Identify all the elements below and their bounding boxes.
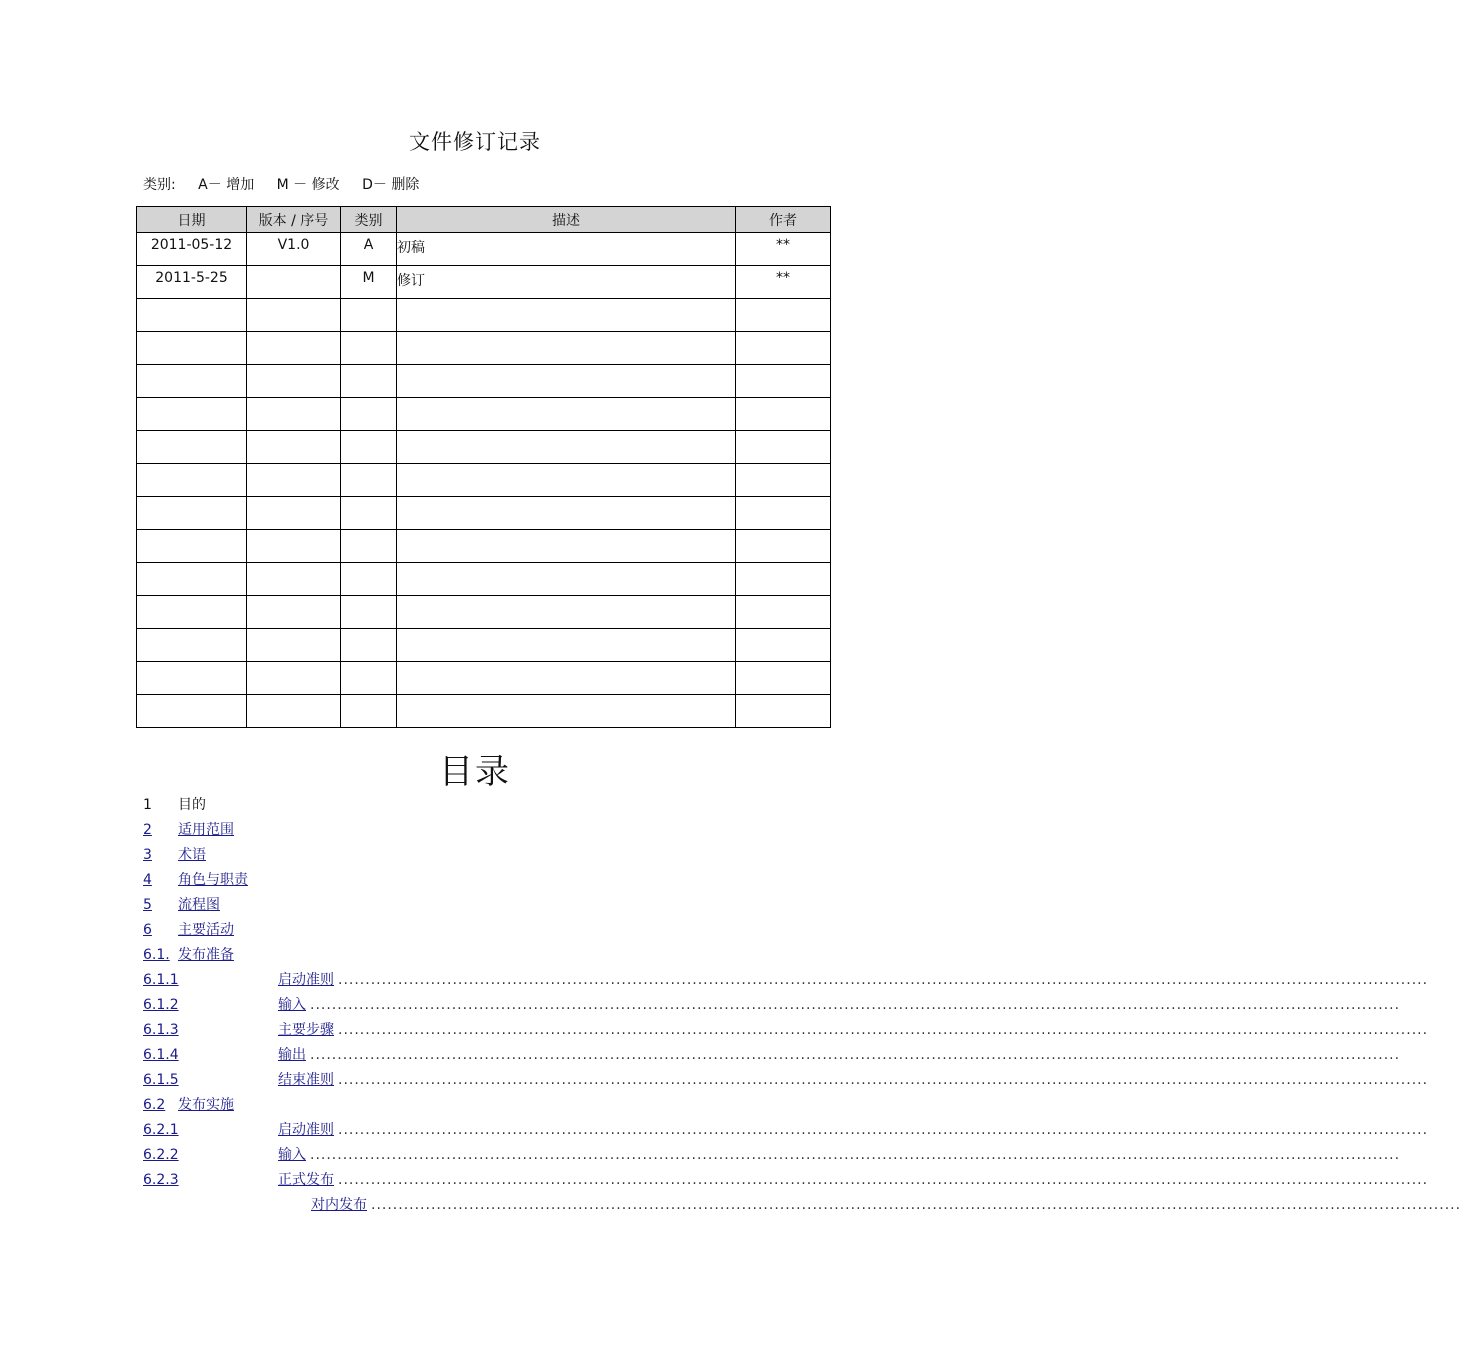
cell-author: ** <box>736 266 831 299</box>
table-row <box>137 365 831 398</box>
legend-item-modify: M － 修改 <box>276 177 340 193</box>
cell-author <box>736 596 831 629</box>
revision-table-header <box>137 207 831 233</box>
cell-author <box>736 365 831 398</box>
cell-category <box>341 563 397 596</box>
toc-entry-label[interactable]: 输入 <box>278 1147 306 1163</box>
table-row <box>137 530 831 563</box>
toc-entry-number[interactable]: 6.1.5 <box>143 1072 179 1088</box>
cell-description <box>397 431 736 464</box>
header-category: 类别 <box>341 207 397 233</box>
cell-date <box>137 497 247 530</box>
toc-entry-label[interactable]: 适用范围 <box>178 822 234 838</box>
table-row <box>137 332 831 365</box>
cell-date <box>137 530 247 563</box>
toc-entry-label[interactable]: 主要活动 <box>178 922 234 938</box>
toc-entry-label[interactable]: 结束准则 <box>278 1072 334 1088</box>
cell-description <box>397 398 736 431</box>
toc-entry[interactable] <box>143 843 798 868</box>
cell-category <box>341 431 397 464</box>
toc-entry[interactable] <box>143 818 798 843</box>
header-version: 版本 / 序号 <box>247 207 341 233</box>
toc-entry[interactable] <box>143 1168 1429 1193</box>
cell-author <box>736 662 831 695</box>
toc-entry-label[interactable]: 主要步骤 <box>278 1022 334 1038</box>
cell-date <box>137 464 247 497</box>
cell-date <box>137 332 247 365</box>
cell-version <box>247 365 341 398</box>
cell-date <box>137 398 247 431</box>
table-row <box>137 431 831 464</box>
toc-entry-label[interactable]: 输出 <box>278 1047 306 1063</box>
cell-version <box>247 530 341 563</box>
toc-entry-label[interactable]: 启动准则 <box>278 1122 334 1138</box>
cell-author <box>736 530 831 563</box>
cell-description <box>397 497 736 530</box>
toc-entry-number[interactable]: 2 <box>143 822 152 838</box>
cell-version <box>247 398 341 431</box>
toc-entry-label[interactable]: 启动准则 <box>278 972 334 988</box>
cell-date <box>137 695 247 728</box>
toc-entry-number[interactable]: 4 <box>143 872 152 888</box>
toc-leader-dots: ........................................................................................................................................................................................................ <box>338 1122 1429 1138</box>
toc-entry[interactable] <box>143 918 798 943</box>
cell-description <box>397 332 736 365</box>
cell-description <box>397 299 736 332</box>
toc-entry-number[interactable]: 6.1. <box>143 947 170 963</box>
cell-version <box>247 431 341 464</box>
legend-label: 类别: <box>143 177 176 193</box>
toc-entry-number[interactable]: 6.2.2 <box>143 1147 179 1163</box>
table-row <box>137 497 831 530</box>
toc-entry-label[interactable]: 发布准备 <box>178 947 234 963</box>
cell-author <box>736 431 831 464</box>
cell-category <box>341 695 397 728</box>
toc-leader-dots: ........................................................................................................................................................................................................ <box>338 1172 1429 1188</box>
toc-entry-number[interactable]: 5 <box>143 897 152 913</box>
table-row <box>137 398 831 431</box>
toc-leader-dots: ........................................................................................................................................................................................................ <box>310 997 1401 1013</box>
cell-version <box>247 497 341 530</box>
toc-entry[interactable] <box>143 1043 1401 1068</box>
toc-entry[interactable] <box>143 943 798 968</box>
cell-author <box>736 563 831 596</box>
table-row <box>137 299 831 332</box>
cell-author <box>736 332 831 365</box>
toc-entry-number[interactable]: 6.1.3 <box>143 1022 179 1038</box>
cell-version <box>247 596 341 629</box>
toc-entry-number[interactable]: 6.2 <box>143 1097 166 1113</box>
cell-author <box>736 695 831 728</box>
cell-category <box>341 596 397 629</box>
toc-entry-number[interactable]: 6.1.4 <box>143 1047 179 1063</box>
cell-category <box>341 299 397 332</box>
cell-date <box>137 299 247 332</box>
cell-date: 2011-05-12 <box>137 233 247 266</box>
toc-entry[interactable] <box>143 968 1429 993</box>
cell-date <box>137 662 247 695</box>
cell-description <box>397 695 736 728</box>
toc-entry-label[interactable]: 术语 <box>178 847 206 863</box>
toc-entry-label[interactable]: 角色与职责 <box>178 872 248 888</box>
cell-category <box>341 332 397 365</box>
table-row <box>137 695 831 728</box>
cell-category <box>341 398 397 431</box>
cell-category <box>341 530 397 563</box>
toc-entry[interactable] <box>143 1143 1401 1168</box>
toc-entry-number[interactable]: 6.2.3 <box>143 1172 179 1188</box>
cell-description: 修订 <box>397 266 736 299</box>
toc-entry[interactable] <box>143 993 1401 1018</box>
table-row <box>137 662 831 695</box>
toc-entry-number[interactable]: 6.2.1 <box>143 1122 179 1138</box>
toc-entry-label[interactable]: 正式发布 <box>278 1172 334 1188</box>
table-row <box>137 464 831 497</box>
cell-description <box>397 596 736 629</box>
cell-author <box>736 464 831 497</box>
cell-version <box>247 266 341 299</box>
toc-entry[interactable] <box>143 1068 1429 1093</box>
header-author: 作者 <box>736 207 831 233</box>
cell-date <box>137 431 247 464</box>
cell-version: V1.0 <box>247 233 341 266</box>
cell-category <box>341 365 397 398</box>
toc-entry[interactable] <box>143 868 798 893</box>
toc-entry[interactable] <box>143 1018 1429 1043</box>
cell-description: 初稿 <box>397 233 736 266</box>
toc-entry-number[interactable]: 6.1.2 <box>143 997 179 1013</box>
cell-date <box>137 563 247 596</box>
toc-entry-number[interactable]: 6.1.1 <box>143 972 179 988</box>
cell-description <box>397 365 736 398</box>
cell-version <box>247 695 341 728</box>
toc-leader-dots: ........................................................................................................................................................................................................ <box>338 1072 1429 1088</box>
table-row <box>137 233 831 266</box>
toc-entry-label[interactable]: 发布实施 <box>178 1097 234 1113</box>
toc-leader-dots: ........................................................................................................................................................................................................ <box>310 1147 1401 1163</box>
cell-description <box>397 563 736 596</box>
legend-item-add: A－ 增加 <box>198 177 255 193</box>
toc-entry-label: 目的 <box>178 797 206 813</box>
toc-entry-number[interactable]: 3 <box>143 847 152 863</box>
toc-leader-dots: ........................................................................................................................................................................................................ <box>371 1197 1461 1213</box>
cell-version <box>247 464 341 497</box>
cell-version <box>247 662 341 695</box>
toc-entry-label[interactable]: 输入 <box>278 997 306 1013</box>
toc-entry-label[interactable]: 流程图 <box>178 897 220 913</box>
category-legend <box>143 174 437 194</box>
toc-entry[interactable] <box>143 893 798 918</box>
table-row <box>137 563 831 596</box>
toc-entry[interactable] <box>143 1118 1429 1143</box>
cell-version <box>247 563 341 596</box>
cell-description <box>397 464 736 497</box>
legend-item-delete: D－ 删除 <box>362 177 420 193</box>
cell-category <box>341 464 397 497</box>
cell-description <box>397 662 736 695</box>
toc-entry[interactable] <box>143 1193 1461 1218</box>
cell-version <box>247 332 341 365</box>
table-row <box>137 629 831 662</box>
toc-entry-number[interactable]: 6 <box>143 922 152 938</box>
cell-author: ** <box>736 233 831 266</box>
cell-author <box>736 299 831 332</box>
cell-category: A <box>341 233 397 266</box>
table-row <box>137 596 831 629</box>
cell-date: 2011-5-25 <box>137 266 247 299</box>
revision-table <box>136 206 831 728</box>
cell-category <box>341 629 397 662</box>
document-title: 文件修订记录 <box>409 130 541 154</box>
toc-entry[interactable] <box>143 1093 798 1118</box>
header-description: 描述 <box>397 207 736 233</box>
cell-author <box>736 398 831 431</box>
toc-leader-dots: ........................................................................................................................................................................................................ <box>338 972 1429 988</box>
cell-date <box>137 629 247 662</box>
cell-category <box>341 497 397 530</box>
cell-version <box>247 629 341 662</box>
cell-date <box>137 596 247 629</box>
toc-leader-dots: ........................................................................................................................................................................................................ <box>338 1022 1429 1038</box>
toc-entry-number: 1 <box>143 797 152 813</box>
cell-description <box>397 530 736 563</box>
header-date: 日期 <box>137 207 247 233</box>
cell-description <box>397 629 736 662</box>
cell-author <box>736 497 831 530</box>
cell-category <box>341 662 397 695</box>
cell-author <box>736 629 831 662</box>
toc-entry-label[interactable]: 对内发布 <box>311 1197 367 1213</box>
table-of-contents <box>143 793 1461 1218</box>
toc-title: 目录 <box>439 752 511 792</box>
table-row <box>137 266 831 299</box>
cell-version <box>247 299 341 332</box>
cell-category: M <box>341 266 397 299</box>
cell-date <box>137 365 247 398</box>
toc-leader-dots: ........................................................................................................................................................................................................ <box>310 1047 1401 1063</box>
toc-entry <box>143 793 798 818</box>
